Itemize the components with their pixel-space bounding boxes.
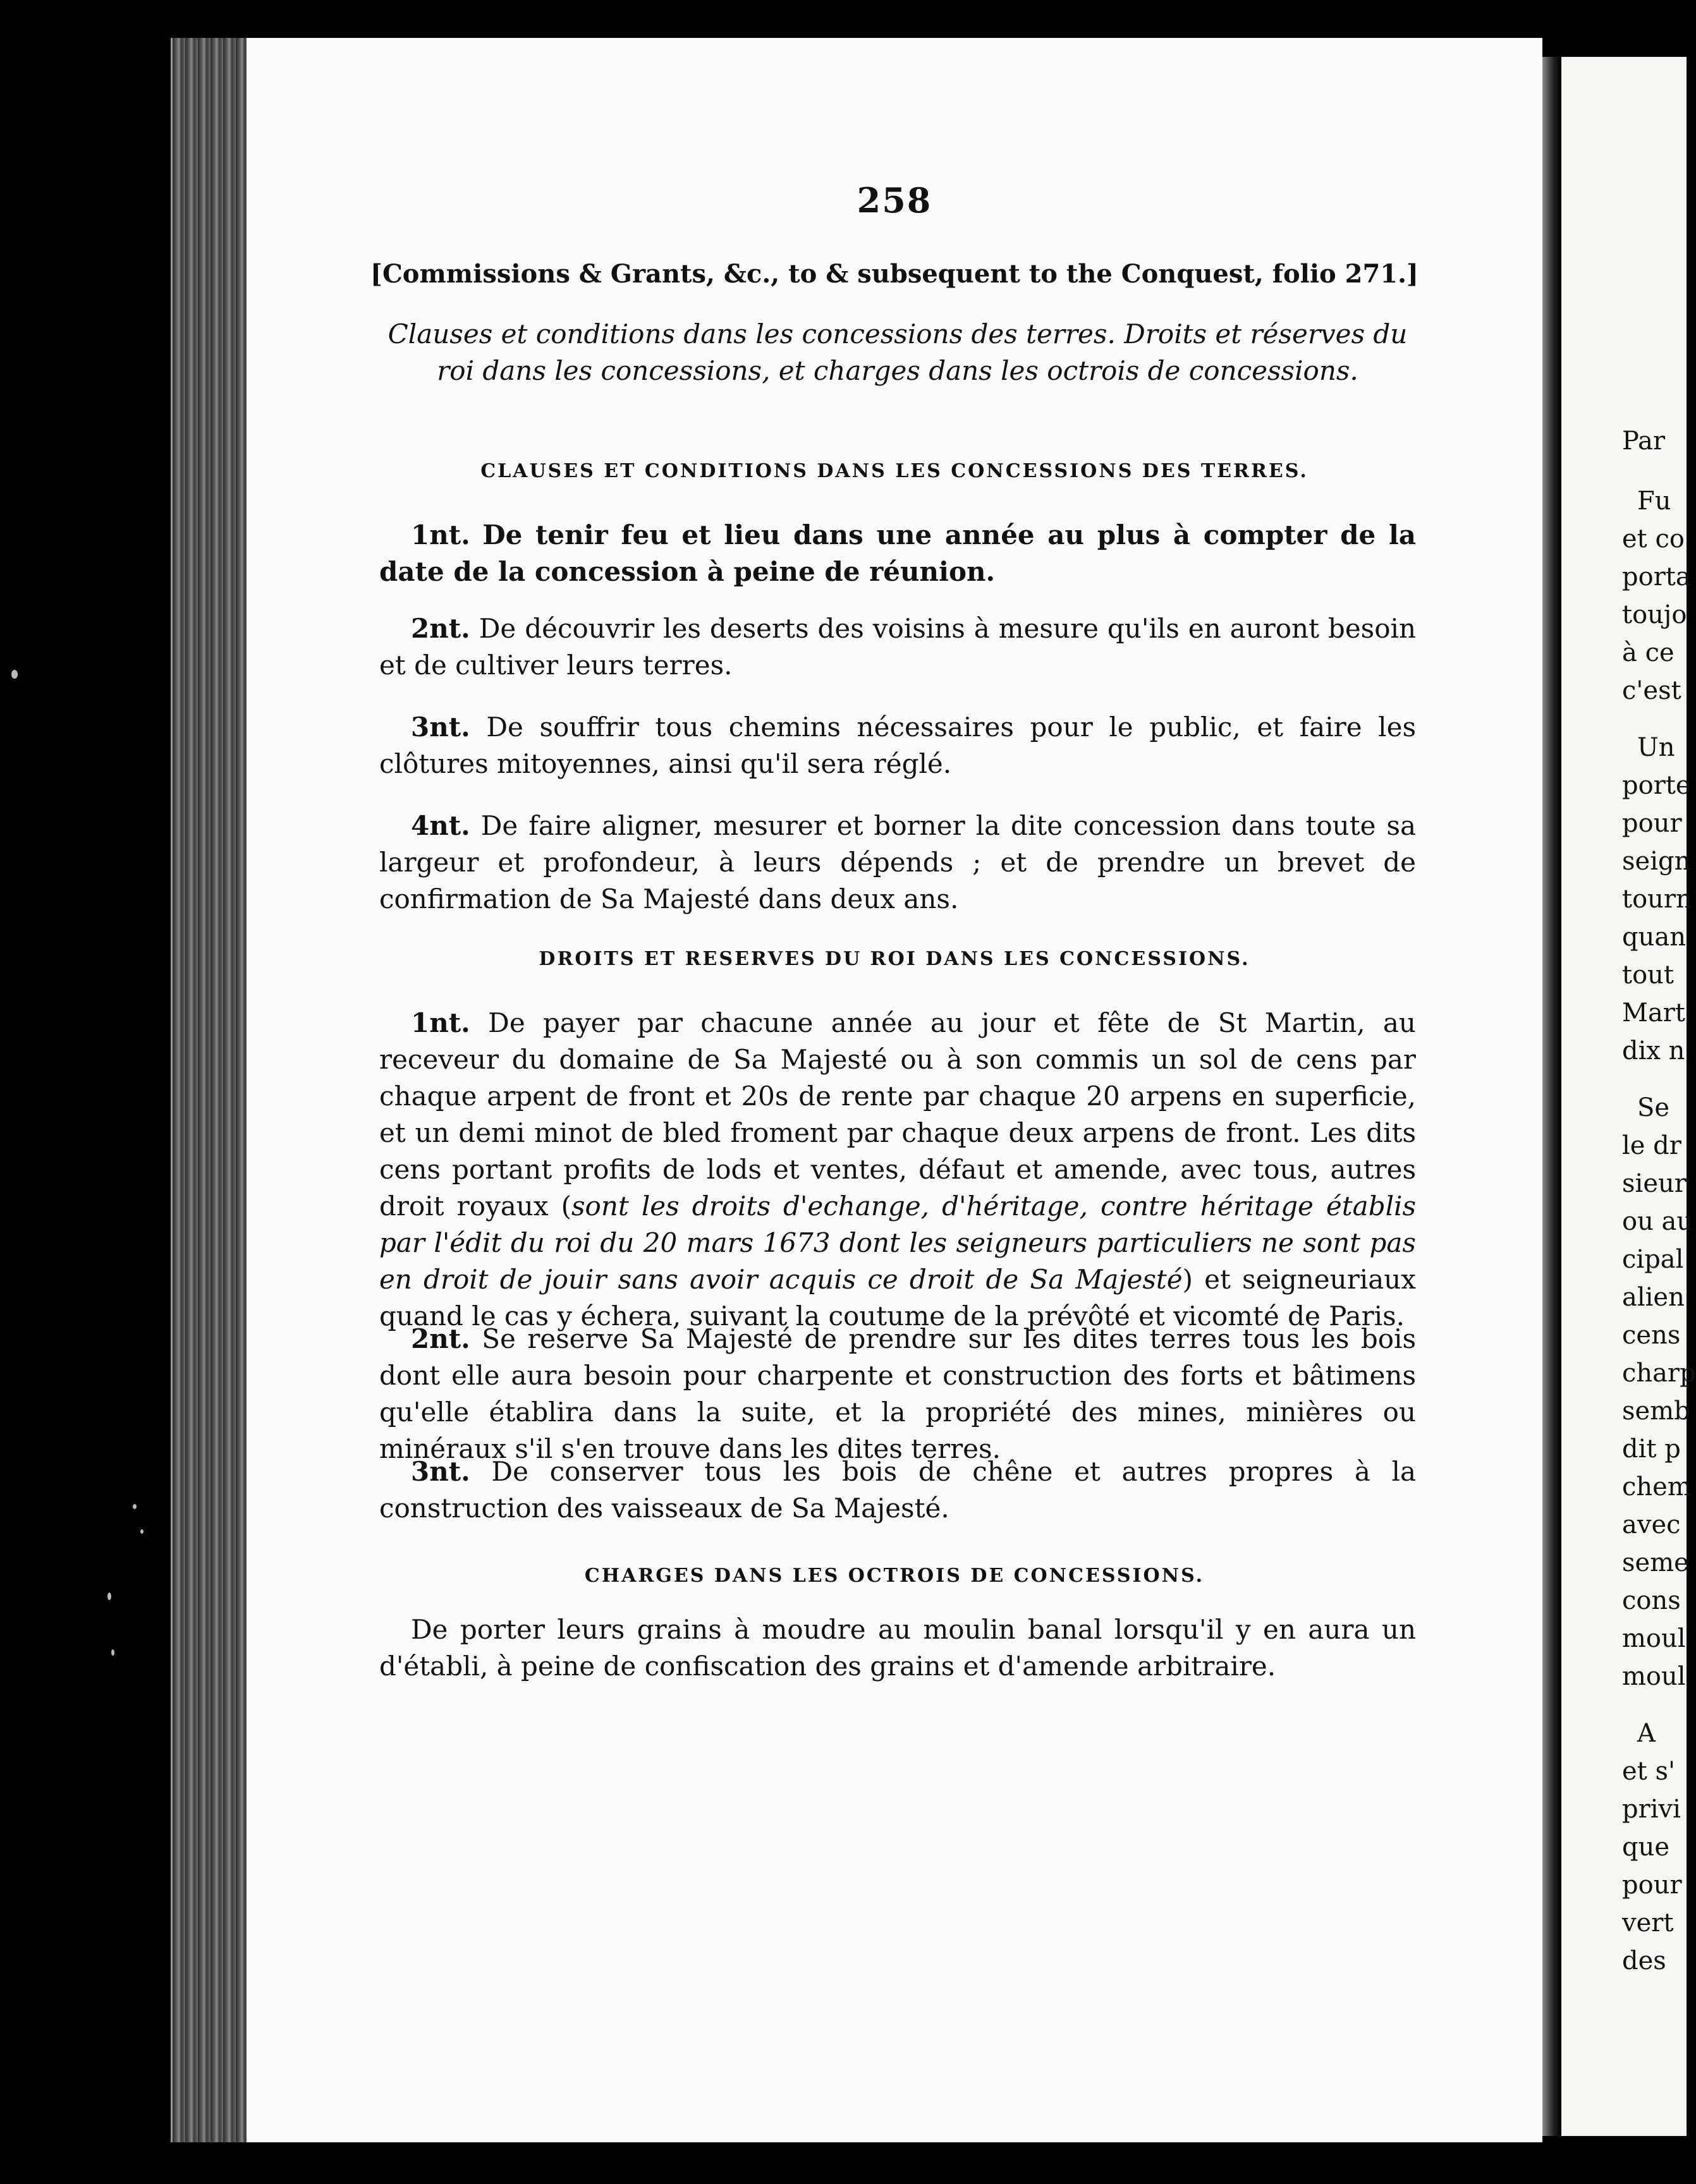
paragraph-text: De porter leurs grains à moudre au moulin banal lorsqu'il y en aura un d'établi, à peine de confiscation des grains et d'amende arbitraire. bbox=[379, 1614, 1416, 1682]
scan-speck bbox=[140, 1529, 143, 1534]
next-page-line: sieur bbox=[1622, 1169, 1687, 1198]
next-page-line: moul bbox=[1622, 1662, 1686, 1691]
next-page-line: Mart bbox=[1622, 998, 1685, 1028]
next-page-line: seign bbox=[1622, 847, 1691, 876]
scan-speck bbox=[11, 670, 18, 679]
next-page-line: dit p bbox=[1622, 1435, 1681, 1464]
section-heading: DROITS ET RESERVES DU ROI DANS LES CONCESSIONS. bbox=[539, 948, 1250, 970]
paragraph-number: 1nt. bbox=[411, 1007, 470, 1038]
paragraph bbox=[379, 517, 1416, 590]
paragraph-number: 3nt. bbox=[411, 1456, 470, 1487]
next-page-line: A bbox=[1637, 1719, 1656, 1748]
next-page-line: semb bbox=[1622, 1397, 1690, 1426]
next-page-line: toujo bbox=[1622, 600, 1687, 629]
next-page-line: porta bbox=[1622, 562, 1691, 592]
paragraph-number: 2nt. bbox=[411, 1323, 470, 1354]
next-page-line: Se bbox=[1637, 1093, 1670, 1122]
paragraph bbox=[379, 610, 1416, 684]
page bbox=[247, 38, 1542, 2142]
next-page-line: Fu bbox=[1637, 487, 1671, 516]
next-page-line: Un bbox=[1637, 733, 1675, 762]
next-page-line: alien bbox=[1622, 1283, 1685, 1312]
paragraph-text: De conserver tous les bois de chêne et autres propres à la construction des vaisseaux de Sa Majesté. bbox=[379, 1456, 1416, 1524]
next-page-line: ou au bbox=[1622, 1207, 1693, 1236]
next-page-line: à ce bbox=[1622, 638, 1675, 667]
next-page-line: et co bbox=[1622, 525, 1685, 554]
next-page-line: cipal bbox=[1622, 1245, 1684, 1274]
scan-speck bbox=[111, 1649, 114, 1656]
next-page-line: privi bbox=[1622, 1795, 1681, 1824]
next-page-line: que bbox=[1622, 1833, 1670, 1862]
next-page-line: charp bbox=[1622, 1359, 1696, 1388]
next-page-line: pour bbox=[1622, 809, 1682, 838]
next-page-line: tout bbox=[1622, 961, 1674, 990]
next-page-line: moul bbox=[1622, 1624, 1686, 1653]
paragraph-number: 1nt. bbox=[411, 519, 470, 550]
next-page bbox=[1561, 57, 1696, 2136]
next-page-line: Par bbox=[1622, 427, 1666, 456]
next-page-line: avec bbox=[1622, 1510, 1681, 1539]
subtitle: Clauses et conditions dans les concessions des terres. Droits et réserves du roi dans les concessions, et charges dans les octrois de concessions. bbox=[387, 318, 1408, 386]
paragraph-text: De découvrir les deserts des voisins à mesure qu'ils en auront besoin et de cultiver leurs terres. bbox=[379, 613, 1416, 681]
next-page-line: quan bbox=[1622, 923, 1686, 952]
next-page-line: cens bbox=[1622, 1321, 1681, 1350]
next-page-line: le dr bbox=[1622, 1131, 1681, 1160]
paragraph-text: De tenir feu et lieu dans une année au plus à compter de la date de la concession à peine de réunion. bbox=[379, 519, 1416, 587]
paragraph-number: 2nt. bbox=[411, 613, 470, 644]
paragraph bbox=[379, 1453, 1416, 1527]
paragraph-text: Se reserve Sa Majesté de prendre sur les dites terres tous les bois dont elle aura besoin pour charpente et construction des forts et bâtimens qu'elle établira dans la suite, et la propriété des mines, minières ou minéraux s'il s'en trouve dans les dites terres. bbox=[379, 1323, 1416, 1464]
paragraph bbox=[379, 1005, 1416, 1335]
next-page-line: seme bbox=[1622, 1548, 1689, 1577]
section-heading: CLAUSES ET CONDITIONS DANS LES CONCESSIONS DES TERRES. bbox=[480, 460, 1309, 482]
paragraph bbox=[379, 808, 1416, 918]
next-page-line: c'est bbox=[1622, 676, 1681, 705]
next-page-line: et s' bbox=[1622, 1757, 1675, 1786]
next-page-line: des bbox=[1622, 1946, 1666, 1975]
next-page-line: dix n bbox=[1622, 1036, 1685, 1065]
next-page-line: chem bbox=[1622, 1472, 1692, 1502]
paragraph bbox=[379, 1611, 1416, 1685]
paragraph-text: De faire aligner, mesurer et borner la dite concession dans toute sa largeur et profondeur, à leurs dépends ; et de prendre un brevet de confirmation de Sa Majesté dans deux ans. bbox=[379, 810, 1416, 914]
source-line: [Commissions & Grants, &c., to & subsequent to the Conquest, folio 271.] bbox=[370, 259, 1418, 289]
page-number: 258 bbox=[857, 180, 932, 221]
scan-speck bbox=[107, 1592, 111, 1600]
paragraph-text: De payer par chacune année au jour et fête de St Martin, au receveur du domaine de Sa Majesté ou à son commis un sol de cens par chaque arpent de front et 20s de rente par chaque 20 arpens en superficie, et un demi minot de bled froment par chaque deux arpens de front. Les dits cens portant profits de lods et ventes, défaut et amende, avec tous, autres droit royaux ( bbox=[379, 1007, 1416, 1222]
scan-speck bbox=[133, 1504, 137, 1509]
paragraph-text: De souffrir tous chemins nécessaires pour le public, et faire les clôtures mitoyennes, ainsi qu'il sera réglé. bbox=[379, 712, 1416, 779]
next-page-line: vert bbox=[1622, 1908, 1674, 1938]
page-fold bbox=[1542, 57, 1561, 2136]
paragraph bbox=[379, 1321, 1416, 1467]
next-page-line: pour bbox=[1622, 1871, 1682, 1900]
section-heading: CHARGES DANS LES OCTROIS DE CONCESSIONS. bbox=[584, 1565, 1205, 1587]
next-page-line: tourn bbox=[1622, 885, 1692, 914]
paragraph bbox=[379, 709, 1416, 782]
paragraph-number: 3nt. bbox=[411, 712, 470, 743]
next-page-line: porte bbox=[1622, 771, 1691, 800]
paragraph-text: ) et seigneuriaux quand le cas y échera, suivant la coutume de la prévôté et vicomté de Paris. bbox=[379, 1264, 1416, 1332]
paragraph-number: 4nt. bbox=[411, 810, 470, 841]
book-edge bbox=[171, 38, 248, 2142]
paragraph-italic-text: sont les droits d'echange, d'héritage, contre héritage établis par l'édit du roi du 20 mars 1673 dont les seigneurs particuliers ne sont pas en droit de jouir sans avoir acquis ce droit de Sa Majesté bbox=[379, 1191, 1416, 1295]
next-page-line: cons bbox=[1622, 1586, 1681, 1615]
